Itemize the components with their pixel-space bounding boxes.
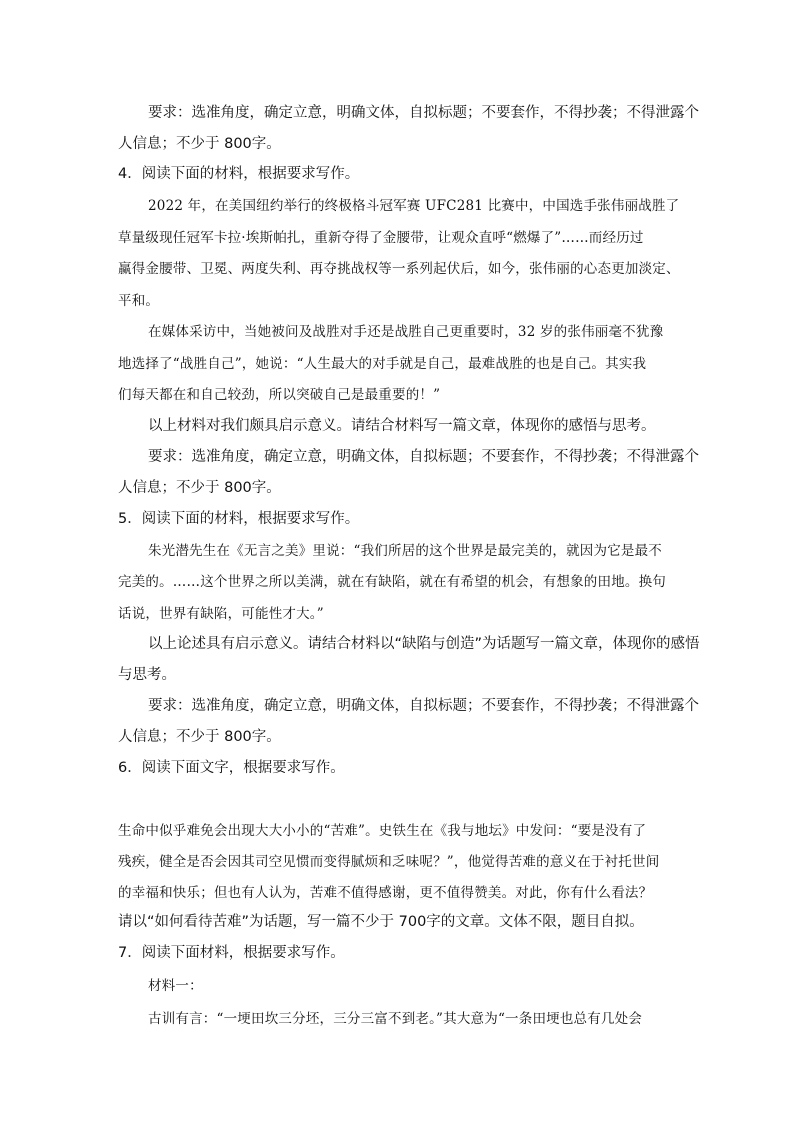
material-text: 残疾，健全是否会因其司空见惯而变得腻烦和乏味呢？”，他觉得苦难的意义在于衬托世间 [118, 854, 660, 870]
material-text: 朱光潜先生在《无言之美》里说：“我们所居的这个世界是最完美的，就因为它是最不 [148, 543, 663, 559]
material-text: 完美的。……这个世界之所以美满，就在有缺陷，就在有希望的机会，有想象的田地。换句 [118, 574, 666, 590]
prompt-text: 请以“如何看待苦难”为话题，写一篇不少于 700字的文章。文体不限，题目自拟。 [118, 914, 644, 930]
material-text: 话说，世界有缺陷，可能性才大。” [118, 606, 324, 622]
prompt-text: 以上材料对我们颇具启示意义。请结合材料写一篇文章，体现你的感悟与思考。 [148, 418, 656, 434]
material-text: 赢得金腰带、卫冕、两度失利、再夺挑战权等一系列起伏后，如今，张伟丽的心态更加淡定、 [118, 261, 680, 277]
question-heading-4: 4．阅读下面的材料，根据要求写作。 [118, 166, 360, 182]
question-heading-5: 5．阅读下面的材料，根据要求写作。 [118, 511, 360, 527]
material-text: 2022 年，在美国纽约举行的终极格斗冠军赛 UFC281 比赛中，中国选手张伟丽战胜了 [148, 198, 680, 214]
question-heading-7: 7．阅读下面材料，根据要求写作。 [118, 945, 345, 961]
requirement-text: 人信息；不少于 800字。 [118, 480, 281, 496]
requirement-text: 人信息；不少于 800字。 [118, 729, 281, 745]
material-text: 平和。 [118, 293, 160, 309]
material-text: 古训有言：“一埂田坎三分坯，三分三富不到老。”其大意为“一条田埂也总有几处会 [148, 1011, 643, 1027]
requirement-text: 要求：选准角度，确定立意，明确文体，自拟标题；不要套作，不得抄袭；不得泄露个 [148, 449, 699, 465]
material-text: 的幸福和快乐；但也有人认为，苦难不值得感谢，更不值得赞美。对此，你有什么看法？ [118, 885, 653, 901]
requirement-text: 人信息；不少于 800字。 [118, 136, 281, 152]
material-text: 们每天都在和自己较劲，所以突破自己是最重要的！” [118, 387, 441, 403]
material-label: 材料一： [148, 978, 203, 994]
requirement-text: 要求：选准角度，确定立意，明确文体，自拟标题；不要套作，不得抄袭；不得泄露个 [148, 105, 699, 121]
question-heading-6: 6．阅读下面文字，根据要求写作。 [118, 760, 345, 776]
prompt-text: 以上论述具有启示意义。请结合材料以“缺陷与创造”为话题写一篇文章，体现你的感悟 [148, 636, 700, 652]
requirement-text: 要求：选准角度，确定立意，明确文体，自拟标题；不要套作，不得抄袭；不得泄露个 [148, 698, 699, 714]
prompt-text: 与思考。 [118, 667, 176, 683]
material-text: 地选择了“战胜自己”，她说：“人生最大的对手就是自己，最难战胜的也是自己。其实我 [118, 356, 647, 372]
material-text: 草量级现任冠军卡拉·埃斯帕扎，重新夺得了金腰带，让观众直呼“燃爆了”……而经历过 [118, 230, 644, 246]
material-text: 生命中似乎难免会出现大大小小的“苦难”。史铁生在《我与地坛》中发问：“要是没有了 [118, 823, 647, 839]
material-text: 在媒体采访中，当她被问及战胜对手还是战胜自己更重要时，32 岁的张伟丽毫不犹豫 [148, 324, 664, 340]
